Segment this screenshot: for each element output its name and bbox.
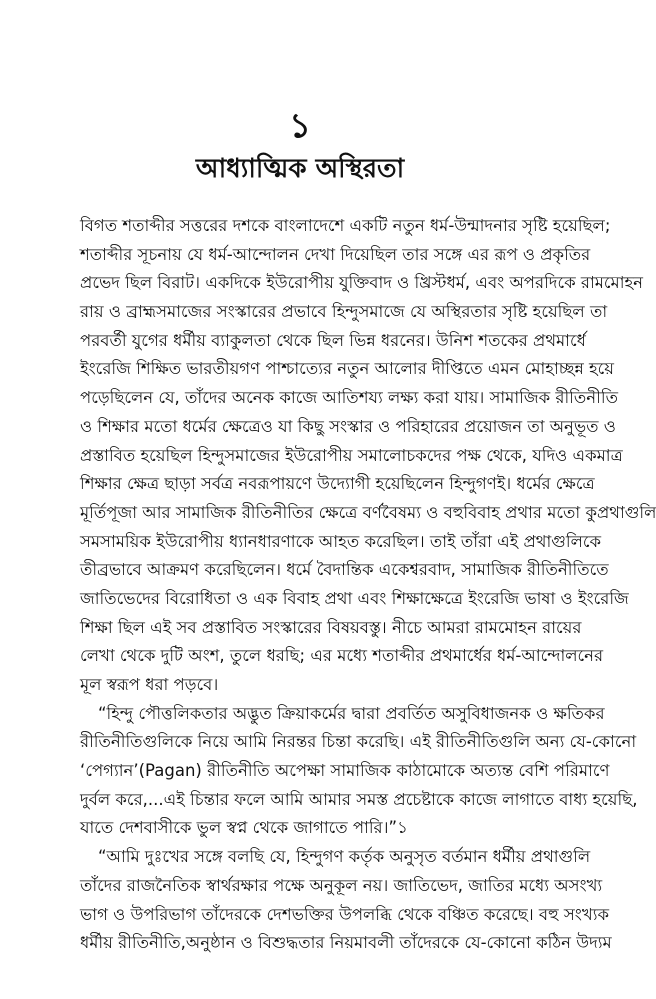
text-line: মূল স্বরূপ ধরা পড়বে। xyxy=(80,675,219,694)
text-line: তীব্রভাবে আক্রমণ করেছিলেন। ধর্মে বৈদান্তিক একেশ্বরবাদ, সামাজিক রীতিনীতিতে xyxy=(80,560,609,580)
text-line: সমসাময়িক ইউরোপীয় ধ্যানধারণাকে আহত করেছিল। তাই তাঁরা এই প্রথাগুলিকে xyxy=(80,531,602,551)
text-line: যাতে দেশবাসীকে ভুল স্বপ্ন থেকে জাগাতে পারি।”১ xyxy=(80,818,408,838)
text-line: ও শিক্ষার মতো ধর্মের ক্ষেত্রেও যা কিছু সংস্কার ও পরিহারের প্রয়োজন তা অনুভূত ও xyxy=(80,416,616,436)
body-text xyxy=(80,212,656,958)
text-line: বিগত শতাব্দীর সত্তরের দশকে বাংলাদেশে একটি নতুন ধর্ম-উন্মাদনার সৃষ্টি হয়েছিল; xyxy=(80,216,611,235)
text-line: ধর্মীয় রীতিনীতি,অনুষ্ঠান ও বিশুদ্ধতার নিয়মাবলী তাঁদেরকে যে-কোনো কঠিন উদ্যম xyxy=(80,933,612,953)
text-line: “হিন্দু পৌত্তলিকতার অদ্ভুত ক্রিয়াকর্মের দ্বারা প্রবর্তিত অসুবিধাজনক ও ক্ষতিকর xyxy=(98,703,605,723)
text-line: “আমি দুঃখের সঙ্গে বলছি যে, হিন্দুগণ কর্তৃক অনুসৃত বর্তমান ধর্মীয় প্রথাগুলি xyxy=(98,847,591,867)
text-line: পড়েছিলেন যে, তাঁদের অনেক কাজে আতিশয্য লক্ষ্য করা যায়। সামাজিক রীতিনীতি xyxy=(80,388,618,408)
text-line: ভাগ ও উপরিভাগ তাঁদেরকে দেশভক্তির উপলব্ধি থেকে বঞ্চিত করেছে। বহু সংখ্যক xyxy=(80,904,610,924)
text-line: পরবর্তী যুগের ধর্মীয় ব্যাকুলতা থেকে ছিল ভিন্ন ধরনের। উনিশ শতকের প্রথমার্ধে xyxy=(80,330,586,350)
text-line: মূর্তিপূজা আর সামাজিক রীতিনীতির ক্ষেত্রে বর্ণবৈষম্য ও বহুবিবাহ প্রথার মতো কুপ্রথাগুলি xyxy=(80,502,656,522)
text-line: ইংরেজি শিক্ষিত ভারতীয়গণ পাশ্চাত্যের নতুন আলোর দীপ্তিতে এমন মোহাচ্ছন্ন হয়ে xyxy=(80,359,615,379)
chapter-number: ১ xyxy=(288,106,312,146)
text-line: রায় ও ব্রাহ্মসমাজের সংস্কারের প্রভাবে হিন্দুসমাজে যে অস্থিরতার সৃষ্টি হয়েছিল তা xyxy=(80,302,608,322)
text-line: লেখা থেকে দুটি অংশ, তুলে ধরছি; এর মধ্যে শতাব্দীর প্রথমার্ধের ধর্ম-আন্দোলনের xyxy=(80,646,604,666)
chapter-title: আধ্যাত্মিক অস্থিরতা xyxy=(195,154,405,184)
text-line: রীতিনীতিগুলিকে নিয়ে আমি নিরন্তর চিন্তা করেছি। এই রীতিনীতিগুলি অন্য যে-কোনো xyxy=(80,732,637,752)
text-line: তাঁদের রাজনৈতিক স্বার্থরক্ষার পক্ষে অনুকূল নয়। জাতিভেদ, জাতির মধ্যে অসংখ্য xyxy=(80,875,603,895)
text-line: শিক্ষা ছিল এই সব প্রস্তাবিত সংস্কারের বিষয়বস্তু। নীচে আমরা রামমোহন রায়ের xyxy=(80,617,582,637)
text-line: প্রস্তাবিত হয়েছিল হিন্দুসমাজের ইউরোপীয় সমালোচকদের পক্ষ থেকে, যদিও একমাত্র xyxy=(80,445,623,465)
text-line: ‘পেগ্যান’(Pagan) রীতিনীতি অপেক্ষা সামাজিক কাঠামোকে অত্যন্ত বেশি পরিমাণে xyxy=(80,761,610,781)
text-line: দুর্বল করে,...এই চিন্তার ফলে আমি আমার সমস্ত প্রচেষ্টাকে কাজে লাগাতে বাধ্য হয়েছি, xyxy=(80,789,638,809)
text-line: শিক্ষার ক্ষেত্র ছাড়া সর্বত্র নবরূপায়ণে উদ্যোগী হয়েছিলেন হিন্দুগণই। ধর্মের ক্ষেত্রে xyxy=(80,474,595,494)
text-line: শতাব্দীর সূচনায় যে ধর্ম-আন্দোলন দেখা দিয়েছিল তার সঙ্গে এর রূপ ও প্রকৃতির xyxy=(80,244,591,264)
text-line: প্রভেদ ছিল বিরাট। একদিকে ইউরোপীয় যুক্তিবাদ ও খ্রিস্টধর্ম, এবং অপরদিকে রামমোহন xyxy=(80,273,643,293)
text-line: জাতিভেদের বিরোধিতা ও এক বিবাহ প্রথা এবং শিক্ষাক্ষেত্রে ইংরেজি ভাষা ও ইংরেজি xyxy=(80,588,629,608)
